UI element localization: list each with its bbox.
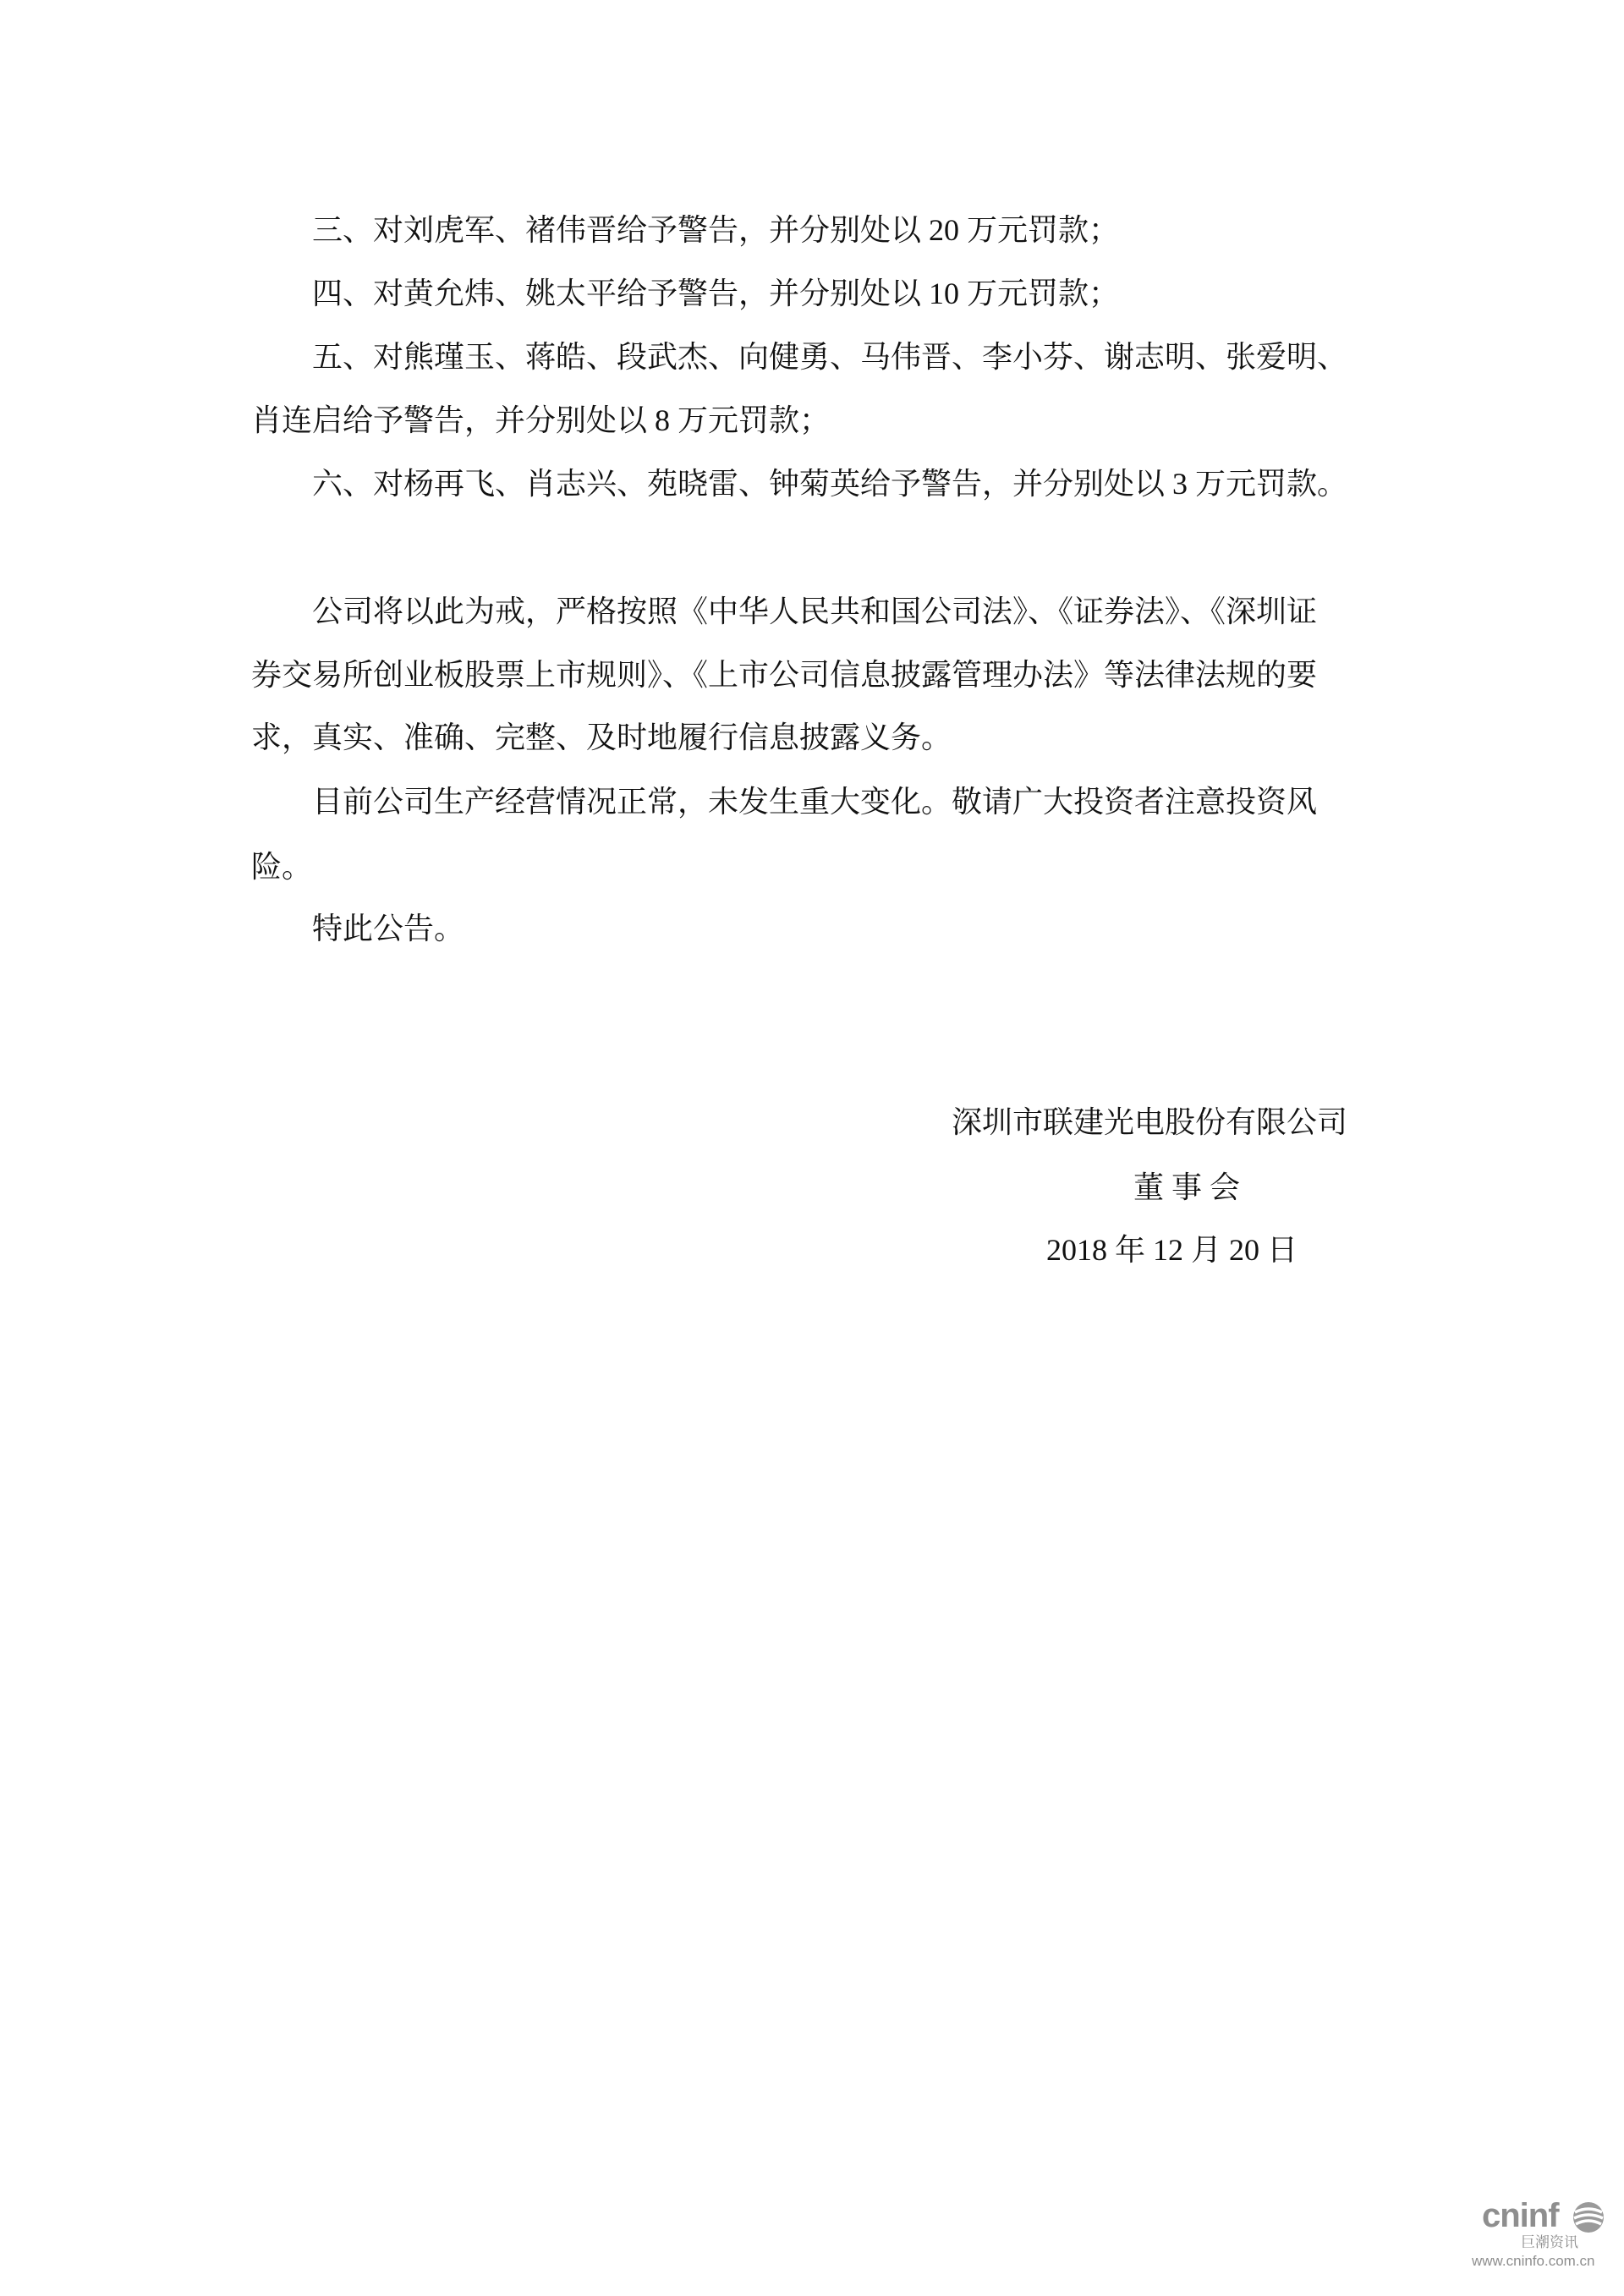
penalty-item-5: 五、对熊瑾玉、蒋皓、段武杰、向健勇、马伟晋、李小芬、谢志明、张爱明、 xyxy=(312,340,1348,374)
operations-paragraph-line-2: 险。 xyxy=(251,850,313,884)
operations-paragraph-line-1: 目前公司生产经营情况正常，未发生重大变化。敬请广大投资者注意投资风 xyxy=(312,785,1318,819)
commitment-paragraph-line-2: 券交易所创业板股票上市规则》、《上市公司信息披露管理办法》等法律法规的要 xyxy=(251,658,1318,692)
signature-date: 2018 年 12 月 20 日 xyxy=(1046,1233,1298,1267)
commitment-paragraph-line-3: 求，真实、准确、完整、及时地履行信息披露义务。 xyxy=(251,721,952,754)
logo-wordmark: cninf xyxy=(1482,2197,1559,2234)
cninfo-watermark-logo xyxy=(1472,2197,1616,2282)
penalty-item-3: 三、对刘虎军、褚伟晋给予警告，并分别处以 20 万元罚款； xyxy=(312,213,1120,247)
penalty-item-4: 四、对黄允炜、姚太平给予警告，并分别处以 10 万元罚款； xyxy=(312,277,1120,310)
logo-chinese-name: 巨潮资讯 xyxy=(1521,2234,1578,2250)
commitment-paragraph-line-1: 公司将以此为戒，严格按照《中华人民共和国公司法》、《证券法》、《深圳证 xyxy=(312,595,1318,628)
signature-board: 董 事 会 xyxy=(1133,1170,1241,1204)
cninfo-globe-icon xyxy=(1572,2200,1605,2234)
closing-statement: 特此公告。 xyxy=(312,912,465,945)
penalty-item-5-continuation: 肖连启给予警告，并分别处以 8 万元罚款； xyxy=(251,403,831,437)
signature-company: 深圳市联建光电股份有限公司 xyxy=(952,1105,1348,1139)
logo-url: www.cninfo.com.cn xyxy=(1472,2253,1595,2269)
penalty-item-6: 六、对杨再飞、肖志兴、苑晓雷、钟菊英给予警告，并分别处以 3 万元罚款。 xyxy=(312,467,1348,501)
